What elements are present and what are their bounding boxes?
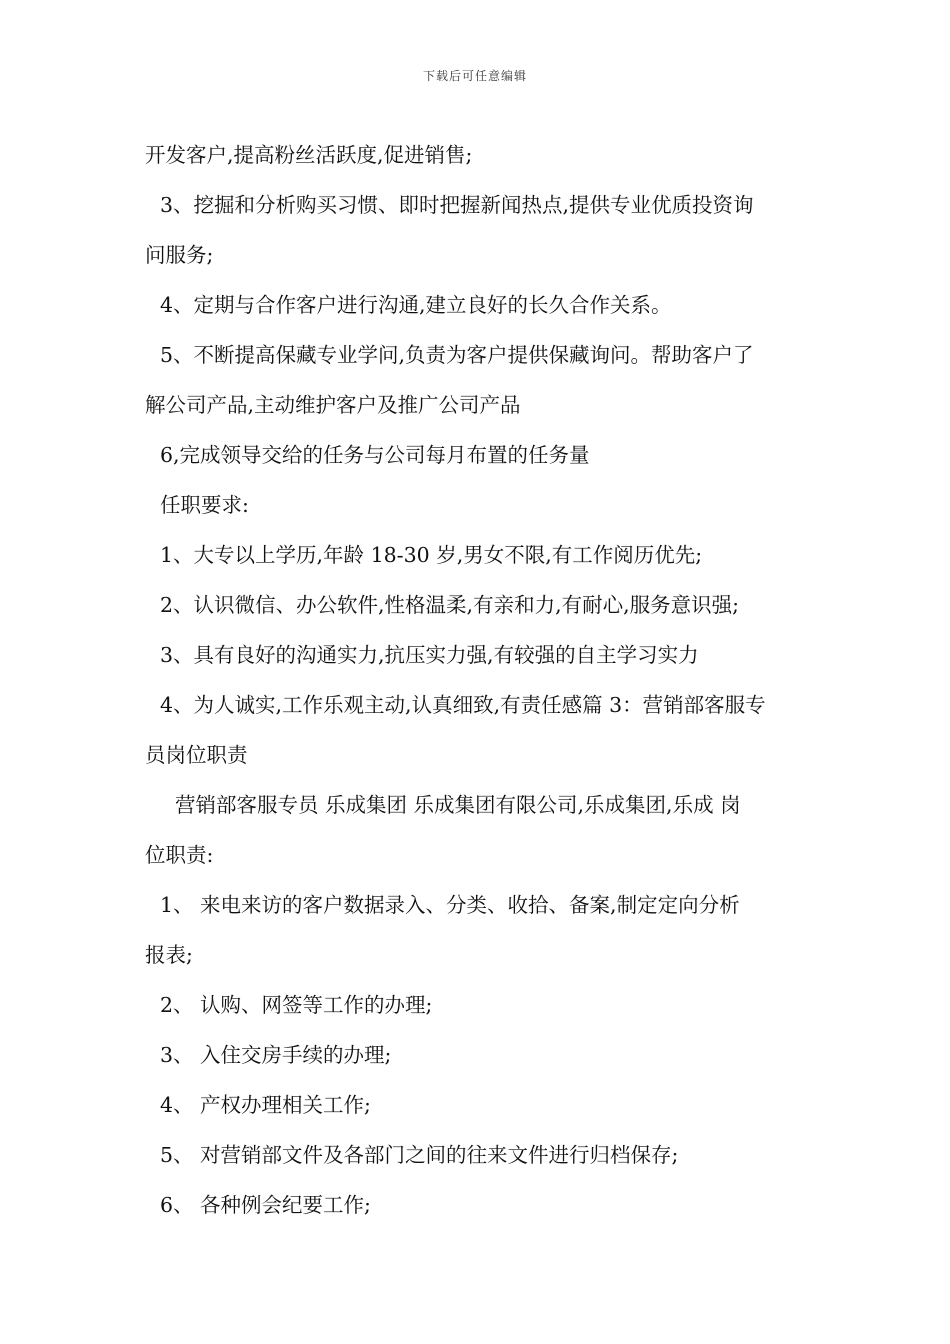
section-heading: 任职要求: — [160, 493, 249, 517]
text-line: 员岗位职责 — [145, 743, 248, 767]
text-line: 2、认识微信、办公软件,性格温柔,有亲和力,有耐心,服务意识强; — [160, 593, 740, 617]
page-header: 下载后可任意编辑 — [422, 69, 527, 83]
text-line: 5、 对营销部文件及各部门之间的往来文件进行归档保存; — [160, 1143, 679, 1167]
text-line: 1、大专以上学历,年龄 18-30 岁,男女不限,有工作阅历优先; — [160, 543, 703, 567]
text-line: 3、具有良好的沟通实力,抗压实力强,有较强的自主学习实力 — [160, 643, 699, 667]
text-line: 1、 来电来访的客户数据录入、分类、收拾、备案,制定定向分析 — [160, 893, 740, 917]
text-line: 3、 入住交房手续的办理; — [160, 1043, 392, 1067]
text-line: 解公司产品,主动维护客户及推广公司产品 — [145, 393, 521, 417]
text-line: 4、 产权办理相关工作; — [160, 1093, 371, 1117]
text-line: 6、 各种例会纪要工作; — [160, 1193, 371, 1217]
text-line: 6,完成领导交给的任务与公司每月布置的任务量 — [160, 443, 590, 467]
text-line: 4、定期与合作客户进行沟通,建立良好的长久合作关系。 — [160, 293, 672, 317]
text-line: 5、不断提高保藏专业学问,负责为客户提供保藏询问。帮助客户了 — [160, 343, 754, 367]
text-line: 报表; — [145, 943, 193, 967]
text-line: 2、 认购、网签等工作的办理; — [160, 993, 433, 1017]
text-line: 3、挖掘和分析购买习惯、即时把握新闻热点,提供专业优质投资询 — [160, 193, 754, 217]
document-body — [145, 130, 815, 1230]
text-line: 问服务; — [145, 243, 214, 267]
text-line: 开发客户,提高粉丝活跃度,促进销售; — [145, 143, 473, 167]
text-line: 4、为人诚实,工作乐观主动,认真细致,有责任感篇 3：营销部客服专 — [160, 693, 766, 717]
text-line: 营销部客服专员 乐成集团 乐成集团有限公司,乐成集团,乐成 岗 — [175, 793, 741, 817]
text-line: 位职责: — [145, 843, 214, 867]
